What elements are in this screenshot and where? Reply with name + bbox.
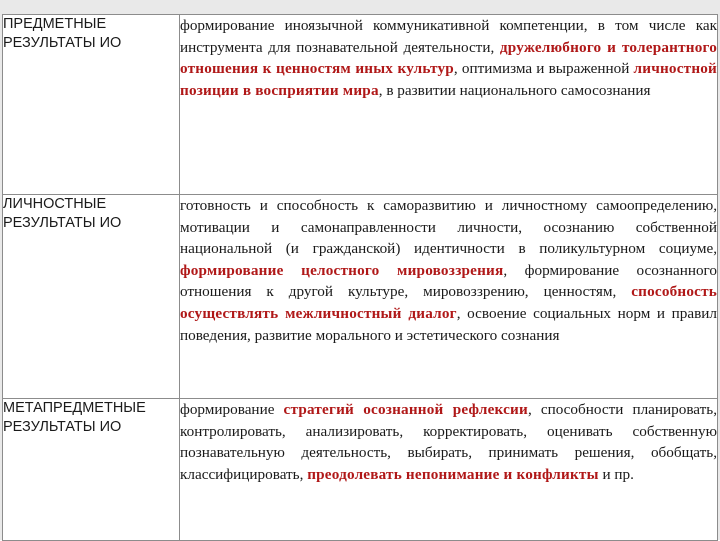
text-segment: , способности планировать, контролировать, анализировать, корректировать, оценивать собственную познавательную деятельность, выбирать, принимать решения, обобщать, классифицировать, xyxy=(180,401,718,483)
results-table xyxy=(2,14,718,541)
text-segment: и пр. xyxy=(598,465,634,483)
highlighted-text: преодолевать непонимание и конфликты xyxy=(307,465,599,483)
row-description xyxy=(180,195,718,399)
text-segment: , освоение социальных норм и правил поведения, развитие морального и эстетического сознания xyxy=(180,304,717,344)
highlighted-text: стратегий осознанной рефлексии xyxy=(283,401,528,418)
row-label-line: ЛИЧНОСТНЫЕ xyxy=(3,196,107,212)
highlighted-text: способность осуществлять межличностный диалог xyxy=(180,283,717,322)
row-label-line: РЕЗУЛЬТАТЫ ИО xyxy=(3,35,122,51)
table-row-subject xyxy=(3,15,718,195)
text-segment: формирование xyxy=(180,401,284,418)
highlighted-text: личностной позиции в восприятии мира xyxy=(180,60,718,99)
table-row-metasubject xyxy=(3,399,718,541)
row-label-line: МЕТАПРЕДМЕТНЫЕ xyxy=(3,400,146,416)
text-segment: готовность и способность к саморазвитию и личностному самоопределению, мотивации и самонаправленности личности, осознанию собственной национальной (и гражданской) идентичности в поликультурном социуме, xyxy=(180,197,717,258)
row-label-line: РЕЗУЛЬТАТЫ ИО xyxy=(3,419,122,435)
text-segment: , формирование осознанного отношения к другой культуре, мировоззрению, ценностям, xyxy=(180,261,717,301)
text-segment: , оптимизма и выраженной xyxy=(453,60,634,78)
row-label xyxy=(3,195,180,399)
row-label xyxy=(3,15,180,195)
highlighted-text: формирование целостного мировоззрения xyxy=(180,261,504,279)
row-label-line: РЕЗУЛЬТАТЫ ИО xyxy=(3,215,122,231)
highlighted-text: дружелюбного и толерантного отношения к ценностям иных культур xyxy=(180,38,717,78)
row-label-line: ПРЕДМЕТНЫЕ xyxy=(3,16,107,32)
row-label xyxy=(3,399,180,541)
row-description xyxy=(180,15,718,195)
table-row-personal xyxy=(3,195,718,399)
text-segment: , в развитии национального самосознания xyxy=(378,81,651,99)
row-description xyxy=(180,399,718,541)
text-segment: формирование иноязычной коммуникативной компетенции, в том числе как инструмента для познавательной деятельности, xyxy=(180,17,717,56)
